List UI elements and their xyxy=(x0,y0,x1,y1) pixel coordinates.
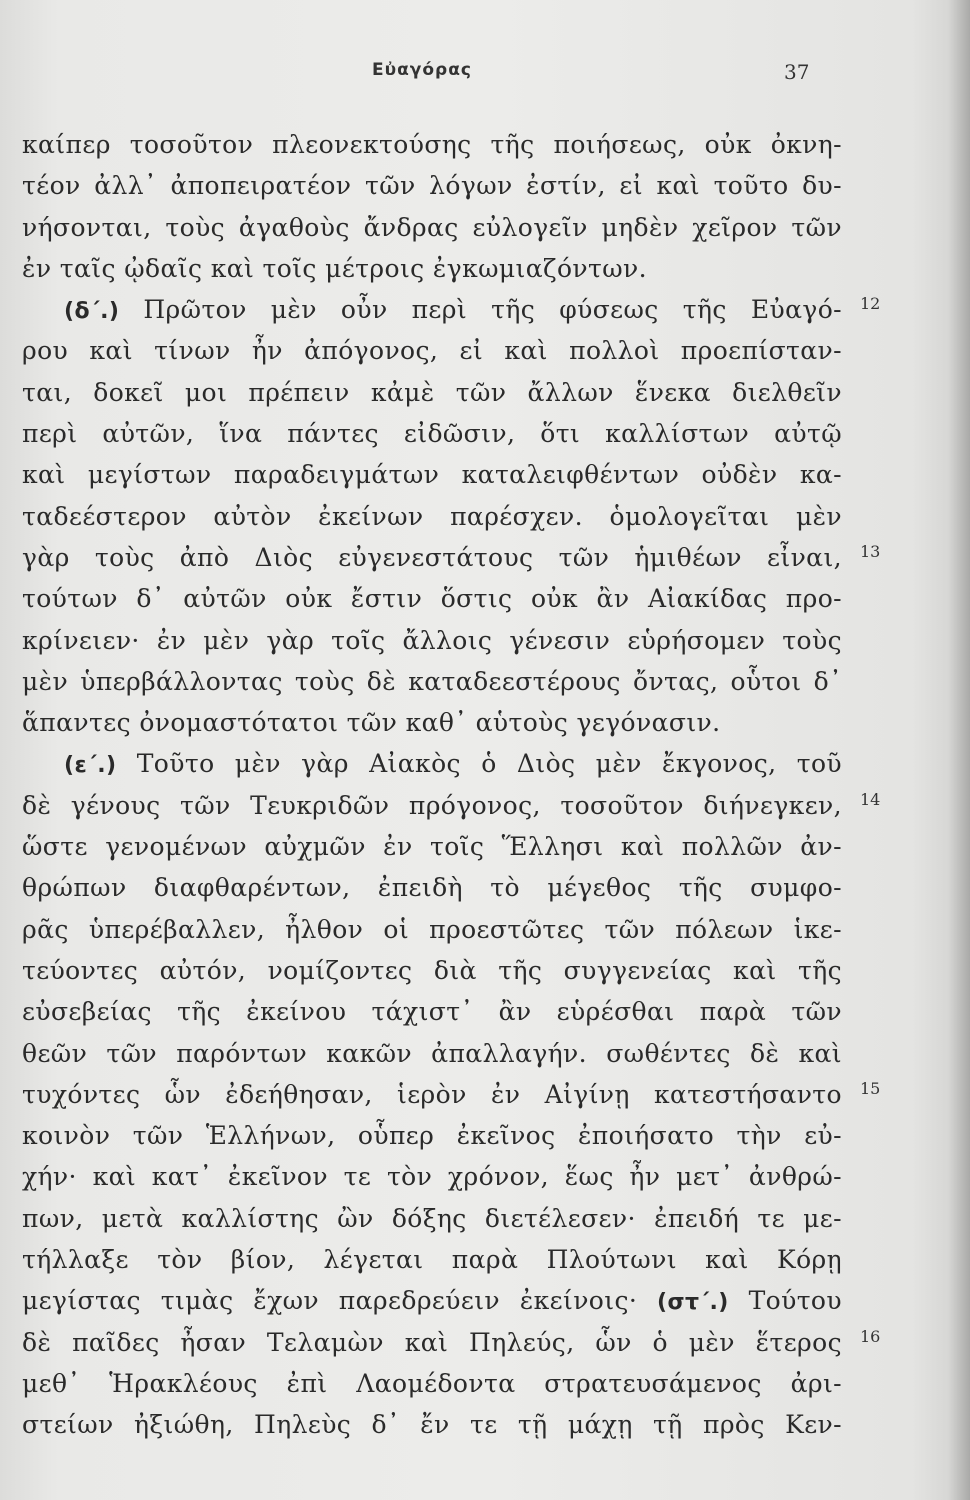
text-line xyxy=(22,743,842,784)
text-line: χήν· καὶ κατ᾽ ἐκεῖνον τε τὸν χρόνον, ἕως ἦν μετ᾽ ἀνθρώ- xyxy=(22,1162,842,1192)
text-line: δὲ παῖδες ἦσαν Τελαμὼν καὶ Πηλεύς, ὧν ὁ μὲν ἕτερος xyxy=(22,1327,842,1357)
margin-number: 15 xyxy=(860,1079,881,1098)
margin-number: 16 xyxy=(860,1327,881,1346)
running-title: Εὐαγόρας xyxy=(372,60,472,80)
text-line: μεθ᾽ Ἡρακλέους ἐπὶ Λαομέδοντα στρατευσάμενος ἀρι- xyxy=(22,1368,842,1398)
text-line: κρίνειεν· ἐν μὲν γὰρ τοῖς ἄλλοις γένεσιν εὑρήσομεν τοὺς xyxy=(22,625,842,655)
text-line xyxy=(22,1280,842,1321)
text-span: Τούτου xyxy=(748,1286,842,1316)
text-line xyxy=(22,289,842,330)
text-line: ταδεέστερον αὐτὸν ἐκείνων παρέσχεν. ὁμολογεῖται μὲν xyxy=(22,501,842,531)
text-line: καὶ μεγίστων παραδειγμάτων καταλειφθέντων οὐδὲν κα- xyxy=(22,460,842,490)
text-line: ὥστε γενομένων αὐχμῶν ἐν τοῖς Ἕλλησι καὶ πολλῶν ἀν- xyxy=(22,832,842,862)
section-marker-stigma: (στ΄.) xyxy=(657,1290,729,1316)
running-head xyxy=(0,60,970,90)
text-line: εὐσεβείας τῆς ἐκείνου τάχιστ᾽ ἂν εὑρέσθαι παρὰ τῶν xyxy=(22,997,842,1027)
text-span: Τοῦτο μὲν γὰρ Αἰακὸς ὁ Διὸς μὲν ἔκγονος, τοῦ xyxy=(136,749,842,779)
text-line: ρου καὶ τίνων ἦν ἀπόγονος, εἰ καὶ πολλοὶ προεπίσταν- xyxy=(22,336,842,366)
text-line: ται, δοκεῖ μοι πρέπειν κἀμὲ τῶν ἄλλων ἕνεκα διελθεῖν xyxy=(22,377,842,407)
text-line: ἅπαντες ὀνομαστότατοι τῶν καθ᾽ αὑτοὺς γεγόνασιν. xyxy=(22,708,721,738)
text-line: δὲ γένους τῶν Τευκριδῶν πρόγονος, τοσοῦτον διήνεγκεν, xyxy=(22,790,842,820)
margin-number: 14 xyxy=(860,790,881,809)
text-line: μὲν ὑπερβάλλοντας τοὺς δὲ καταδεεστέρους ὄντας, οὗτοι δ᾽ xyxy=(22,666,842,696)
text-span: Πρῶτον μὲν οὖν περὶ τῆς φύσεως τῆς Εὐαγό- xyxy=(143,295,842,325)
text-line: κοινὸν τῶν Ἑλλήνων, οὗπερ ἐκεῖνος ἐποιήσατο τὴν εὐ- xyxy=(22,1121,842,1151)
text-line: στείων ἠξιώθη, Πηλεὺς δ᾽ ἔν τε τῇ μάχῃ τῇ πρὸς Κεν- xyxy=(22,1410,842,1440)
margin-number: 12 xyxy=(860,294,881,313)
text-line: τήλλαξε τὸν βίον, λέγεται παρὰ Πλούτωνι καὶ Κόρῃ xyxy=(22,1245,842,1275)
body-text xyxy=(22,124,842,1446)
text-line: καίπερ τοσοῦτον πλεονεκτούσης τῆς ποιήσεως, οὐκ ὀκνη- xyxy=(22,130,842,159)
text-line: θεῶν τῶν παρόντων κακῶν ἀπαλλαγήν. σωθέντες δὲ καὶ xyxy=(22,1038,842,1068)
text-line: περὶ αὐτῶν, ἵνα πάντες εἰδῶσιν, ὅτι καλλίστων αὐτῷ xyxy=(22,419,842,449)
text-line: γὰρ τοὺς ἀπὸ Διὸς εὐγενεστάτους τῶν ἡμιθέων εἶναι, xyxy=(22,542,842,572)
section-marker-epsilon: (ε΄.) xyxy=(64,753,117,779)
text-line: νήσονται, τοὺς ἀγαθοὺς ἄνδρας εὐλογεῖν μηδὲν χεῖρον τῶν xyxy=(22,212,842,242)
text-line: τυχόντες ὧν ἐδεήθησαν, ἱερὸν ἐν Αἰγίνῃ κατεστήσαντο xyxy=(22,1079,842,1109)
page-number: 37 xyxy=(784,60,810,84)
text-line: τέον ἀλλ᾽ ἀποπειρατέον τῶν λόγων ἐστίν, εἰ καὶ τοῦτο δυ- xyxy=(22,171,842,201)
text-line: θρώπων διαφθαρέντων, ἐπειδὴ τὸ μέγεθος τῆς συμφο- xyxy=(22,873,842,903)
text-line: ρᾶς ὑπερέβαλλεν, ἦλθον οἱ προεστῶτες τῶν πόλεων ἱκε- xyxy=(22,914,842,944)
text-line: πων, μετὰ καλλίστης ὢν δόξης διετέλεσεν· ἐπειδή τε με- xyxy=(22,1203,842,1233)
section-marker-delta: (δ΄.) xyxy=(64,299,120,325)
text-line: ἐν ταῖς ᾠδαῖς καὶ τοῖς μέτροις ἐγκωμιαζόντων. xyxy=(22,253,647,283)
page-edge-shadow xyxy=(948,0,970,1500)
text-span: μεγίστας τιμὰς ἔχων παρεδρεύειν ἐκείνοις· xyxy=(22,1286,638,1316)
text-line: τεύοντες αὐτόν, νομίζοντες διὰ τῆς συγγενείας καὶ τῆς xyxy=(22,955,842,985)
margin-number: 13 xyxy=(860,542,881,561)
text-line: τούτων δ᾽ αὐτῶν οὐκ ἔστιν ὅστις οὐκ ἂν Αἰακίδας προ- xyxy=(22,584,842,614)
